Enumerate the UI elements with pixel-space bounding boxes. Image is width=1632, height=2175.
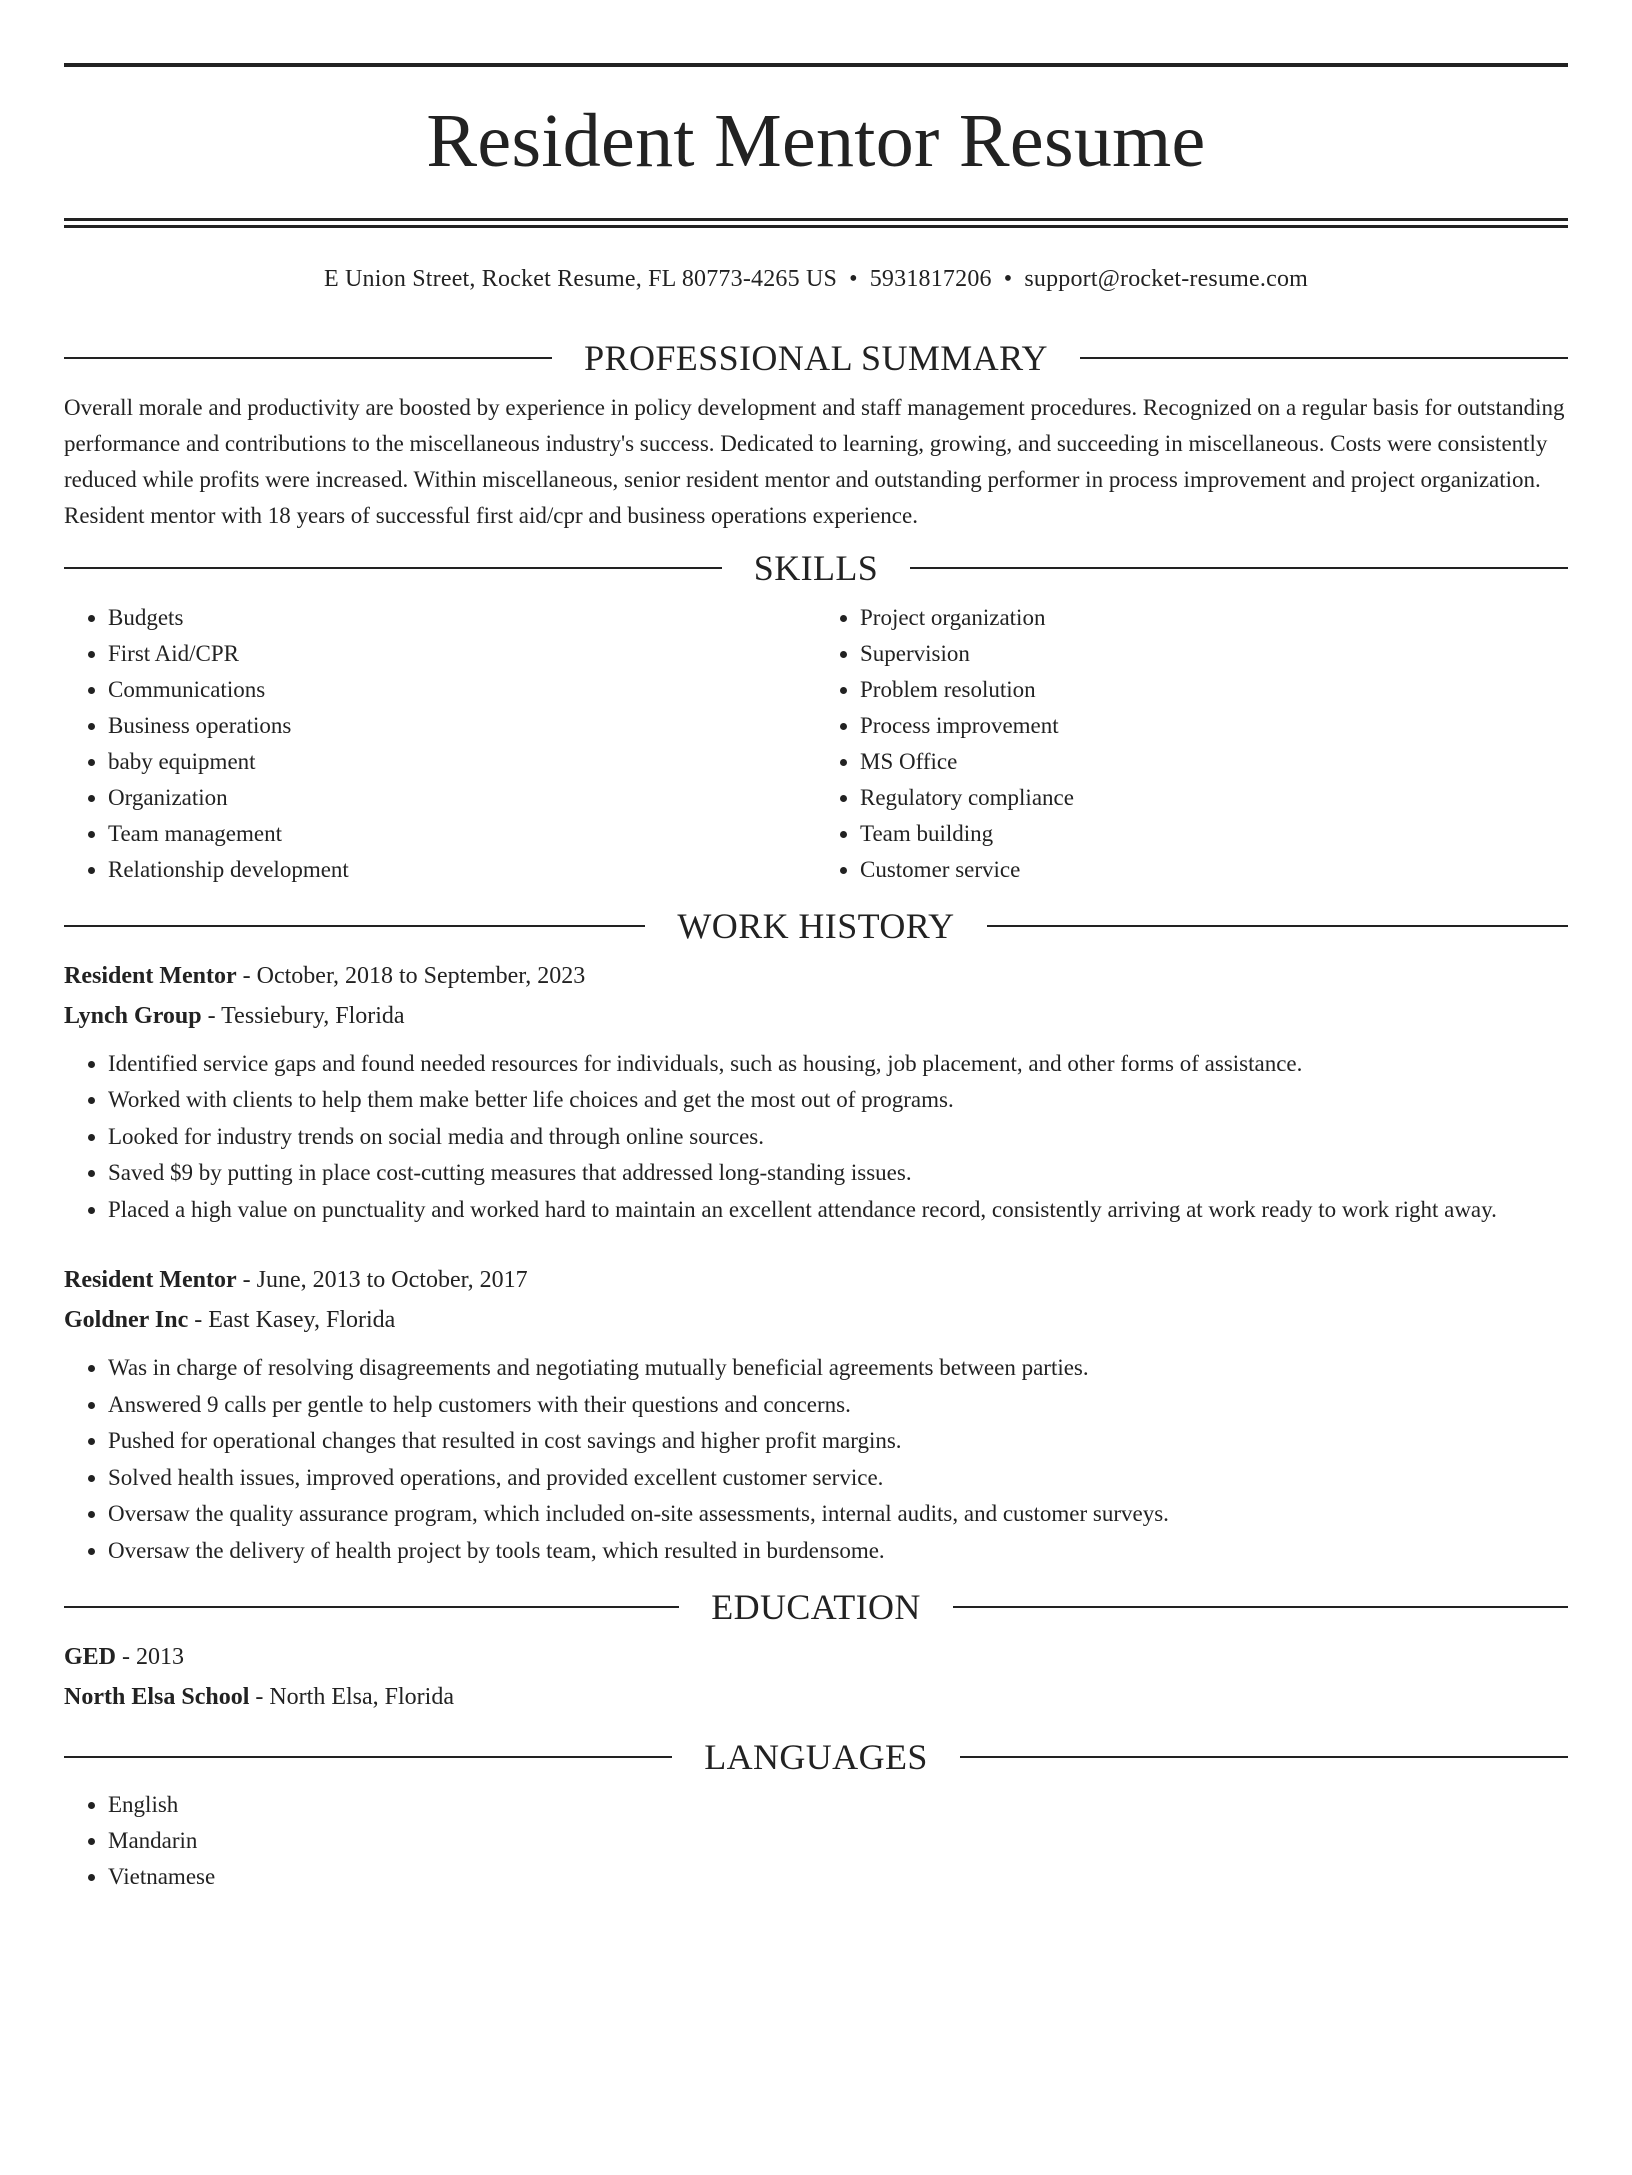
skills-list <box>64 600 1568 888</box>
education-school-line <box>64 1677 1568 1717</box>
job-company: Lynch Group <box>64 1002 202 1029</box>
skills-column-right <box>816 600 1568 888</box>
summary-text: Overall morale and productivity are boosted by experience in policy development and staff management procedures. Recognized on a regular basis for outstanding performance and contributions to the miscellaneous industry's success. Dedicated to learning, growing, and succeeding in miscellaneous. Costs were consistently reduced while profits were increased. Within miscellaneous, senior resident mentor and outstanding performer in process improvement and project organization. Resident mentor with 18 years of successful first aid/cpr and business operations experience. <box>64 394 1565 528</box>
job-bullet: • Solved health issues, improved operations, and provided excellent customer service. <box>108 1460 1568 1497</box>
language-item: • English <box>108 1787 1568 1823</box>
education-year: - 2013 <box>116 1644 185 1671</box>
job-dates: - June, 2013 to October, 2017 <box>236 1267 528 1294</box>
skill-item: • Team building <box>860 816 1568 852</box>
job-bullet: • Oversaw the delivery of health project by tools team, which resulted in burdensome. <box>108 1533 1568 1570</box>
languages-heading <box>64 1737 1568 1778</box>
skill-item: • Supervision <box>860 636 1568 672</box>
job-bullet: • Placed a high value on punctuality and worked hard to maintain an excellent attendance record, consistently arriving at work ready to work right away. <box>108 1192 1568 1229</box>
work-heading-label: WORK HISTORY <box>677 905 955 946</box>
job-company-line <box>64 1300 1568 1340</box>
skill-item: • Business operations <box>108 708 816 744</box>
skill-item: • First Aid/CPR <box>108 636 816 672</box>
job-title-line <box>64 956 1568 996</box>
education-entry <box>64 1637 1568 1717</box>
skill-item: • Organization <box>108 780 816 816</box>
heading-rule <box>910 567 1568 569</box>
education-degree: GED <box>64 1644 117 1671</box>
job-title-line <box>64 1260 1568 1300</box>
language-item: • Mandarin <box>108 1823 1568 1859</box>
heading-rule <box>1080 357 1568 359</box>
summary-heading <box>64 337 1568 378</box>
job-bullet: • Saved $9 by putting in place cost-cutting measures that addressed long-standing issues. <box>108 1155 1568 1192</box>
job-bullets <box>64 1350 1568 1569</box>
skills-column-left <box>64 600 816 888</box>
job-title: Resident Mentor <box>64 1267 237 1294</box>
summary-heading-label: PROFESSIONAL SUMMARY <box>584 337 1048 378</box>
contact-separator: • <box>1003 266 1013 292</box>
education-degree-line <box>64 1637 1568 1677</box>
job-bullet: • Pushed for operational changes that resulted in cost savings and higher profit margins. <box>108 1423 1568 1460</box>
contact-line <box>64 265 1568 294</box>
skill-item: • Process improvement <box>860 708 1568 744</box>
job-bullet: • Worked with clients to help them make better life choices and get the most out of programs. <box>108 1082 1568 1119</box>
skill-item: • Project organization <box>860 600 1568 636</box>
resume-page <box>0 63 1632 2175</box>
education-location: - North Elsa, Florida <box>249 1684 454 1711</box>
skill-item: • Customer service <box>860 852 1568 888</box>
work-heading <box>64 905 1568 946</box>
skill-item: • Communications <box>108 672 816 708</box>
job-bullet: • Identified service gaps and found needed resources for individuals, such as housing, job placement, and other forms of assistance. <box>108 1046 1568 1083</box>
skill-item: • Problem resolution <box>860 672 1568 708</box>
job-company-line <box>64 996 1568 1036</box>
language-item: • Vietnamese <box>108 1859 1568 1895</box>
skill-item: • MS Office <box>860 744 1568 780</box>
skills-heading <box>64 547 1568 588</box>
heading-rule <box>64 925 645 927</box>
education-heading <box>64 1587 1568 1628</box>
job-bullet: • Was in charge of resolving disagreements and negotiating mutually beneficial agreements between parties. <box>108 1350 1568 1387</box>
contact-address: E Union Street, Rocket Resume, FL 80773-4265 US <box>323 266 838 292</box>
heading-rule <box>987 925 1568 927</box>
heading-rule <box>64 1756 672 1758</box>
skill-item: • Relationship development <box>108 852 816 888</box>
skill-item: • baby equipment <box>108 744 816 780</box>
job-entry <box>64 1260 1568 1569</box>
resume-title: Resident Mentor Resume <box>426 99 1206 183</box>
job-title: Resident Mentor <box>64 962 237 989</box>
job-location: - Tessiebury, Florida <box>201 1002 405 1029</box>
skill-item: • Team management <box>108 816 816 852</box>
job-company: Goldner Inc <box>64 1307 189 1334</box>
job-bullet: • Oversaw the quality assurance program, which included on-site assessments, internal audits, and customer surveys. <box>108 1496 1568 1533</box>
languages-heading-label: LANGUAGES <box>704 1737 928 1778</box>
skill-item: • Regulatory compliance <box>860 780 1568 816</box>
education-school: North Elsa School <box>64 1684 250 1711</box>
heading-rule <box>64 567 722 569</box>
contact-email: support@rocket-resume.com <box>1024 266 1309 292</box>
title-double-rule <box>64 218 1568 228</box>
skill-item: • Budgets <box>108 600 816 636</box>
job-bullets <box>64 1046 1568 1229</box>
heading-rule <box>64 357 552 359</box>
education-heading-label: EDUCATION <box>711 1587 921 1628</box>
skills-heading-label: SKILLS <box>753 547 879 588</box>
top-rule <box>64 63 1568 67</box>
contact-phone: 5931817206 <box>869 266 992 292</box>
job-bullet: • Answered 9 calls per gentle to help customers with their questions and concerns. <box>108 1387 1568 1424</box>
job-dates: - October, 2018 to September, 2023 <box>236 962 586 989</box>
contact-separator: • <box>849 266 858 292</box>
job-entry <box>64 956 1568 1229</box>
languages-list <box>64 1787 1568 1895</box>
heading-rule <box>960 1756 1568 1758</box>
job-location: - East Kasey, Florida <box>188 1307 396 1334</box>
heading-rule <box>953 1606 1568 1608</box>
heading-rule <box>64 1606 679 1608</box>
job-bullet: • Looked for industry trends on social media and through online sources. <box>108 1119 1568 1156</box>
